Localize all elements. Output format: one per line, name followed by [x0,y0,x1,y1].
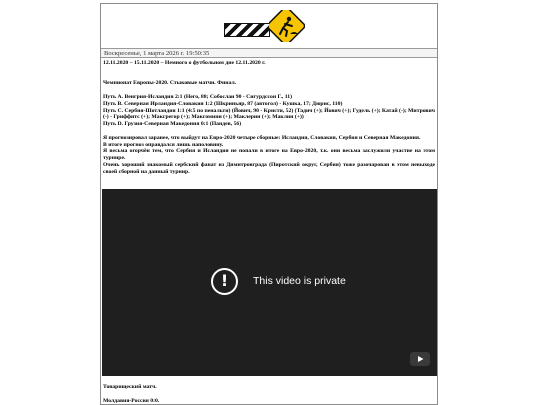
construction-sign-icon [269,10,305,42]
video-private-message: This video is private [253,275,346,287]
commentary-line: Очень хороший знакомый сербский фанат из Димитровграда (Пиротский округ, Сербия) тоже разочарован в этом невыходе своей сборной на данный турнир. [103,161,435,175]
date-bar: Воскресенье, 1 марта 2026 г. 19:50:35 [101,48,437,58]
youtube-icon[interactable] [410,352,430,366]
result-line: Путь D. Грузия-Северная Македония 0:1 (Пандев, 56) [103,121,242,128]
commentary-line: В итоге прогноз оправдался лишь наполовину. [103,141,224,148]
result-line: Путь А. Венгрия-Исландия 2:1 (Него, 88; Собослаи 90 - Сигурдссон Г., 11) [103,93,293,100]
commentary-line: Я прогнозировал заранее, что выйдут на Евро-2020 четыре сборные: Исландия, Словакия, Сербия и Северная Македония. [103,134,421,141]
section-heading: Чемпионат Европы-2020. Стыковые матчи. Финал. [103,80,237,87]
warning-stripes-icon [224,23,270,37]
site-banner [101,4,437,46]
post-content-after-video [103,384,435,404]
result-line: Путь В. Северная Ирландия-Словакия 1:2 (Шкриньяр, 87 (автогол) - Кушка, 17; Дюрис, 110) [103,100,343,107]
alert-icon: ! [211,268,238,295]
commentary-line: Я весьма огорчён тем, что Сербия и Исландия не попали в итоге на Евро-2020, т.к. они весьма заслужили участие на этом турнире. [103,148,435,162]
friendly-result: Молдавия-Россия 0:0. [103,397,160,404]
post-title: 12.11.2020 – 15.11.2020 – Немного о футбольном дне 12.11.2020 г. [103,60,266,66]
video-player[interactable] [102,189,437,376]
friendly-heading: Товарищеский матч. [103,384,157,390]
post-content [103,60,435,176]
page-frame [100,3,438,405]
result-line: Путь С. Сербия-Шотландия 1:1 (4:5 по пенальти) (Йович, 90 - Кристи, 52) (Тадич (+); Йович (+); Гудель (+); Катай (-); Митрович (-) - Гриффитс (+); Макгрегор (+); Макгомини (+); Маклерин (+); Маклин (+)) [103,107,435,121]
